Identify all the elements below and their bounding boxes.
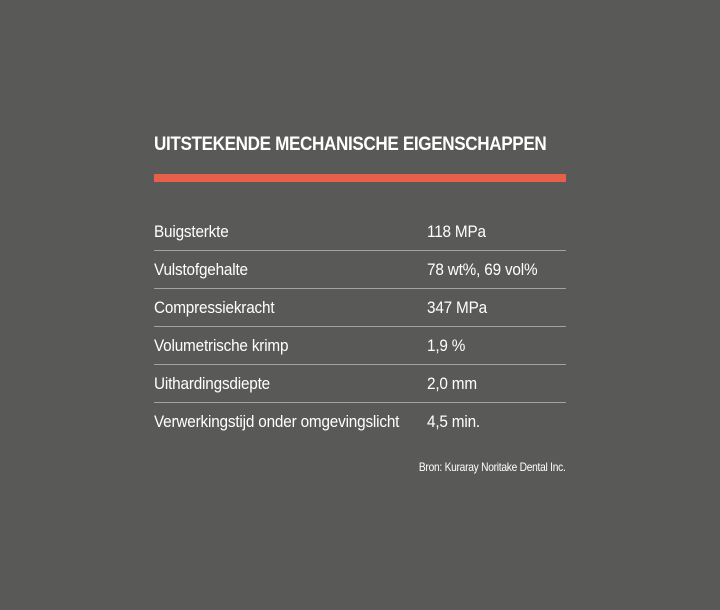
table-row xyxy=(154,327,566,365)
page-title: UITSTEKENDE MECHANISCHE EIGENSCHAPPEN xyxy=(154,134,547,155)
property-label: Volumetrische krimp xyxy=(154,335,289,355)
property-value: 2,0 mm xyxy=(427,373,477,393)
table-row xyxy=(154,251,566,289)
property-label: Vulstofgehalte xyxy=(154,259,248,279)
property-value: 4,5 min. xyxy=(427,411,480,431)
properties-panel xyxy=(154,130,566,474)
property-label: Buigsterkte xyxy=(154,221,229,241)
table-row xyxy=(154,289,566,327)
property-value: 347 MPa xyxy=(427,297,487,317)
table-row xyxy=(154,213,566,251)
property-value: 1,9 % xyxy=(427,335,466,355)
table-row xyxy=(154,403,566,440)
source-note: Bron: Kuraray Noritake Dental Inc. xyxy=(419,460,566,474)
property-label: Compressiekracht xyxy=(154,297,275,317)
property-value: 78 wt%, 69 vol% xyxy=(427,259,538,279)
property-label: Verwerkingstijd onder omgevingslicht xyxy=(154,411,400,431)
accent-bar xyxy=(154,174,566,182)
property-value: 118 MPa xyxy=(427,221,486,241)
property-label: Uithardingsdiepte xyxy=(154,373,271,393)
properties-table xyxy=(154,213,566,440)
table-row xyxy=(154,365,566,403)
